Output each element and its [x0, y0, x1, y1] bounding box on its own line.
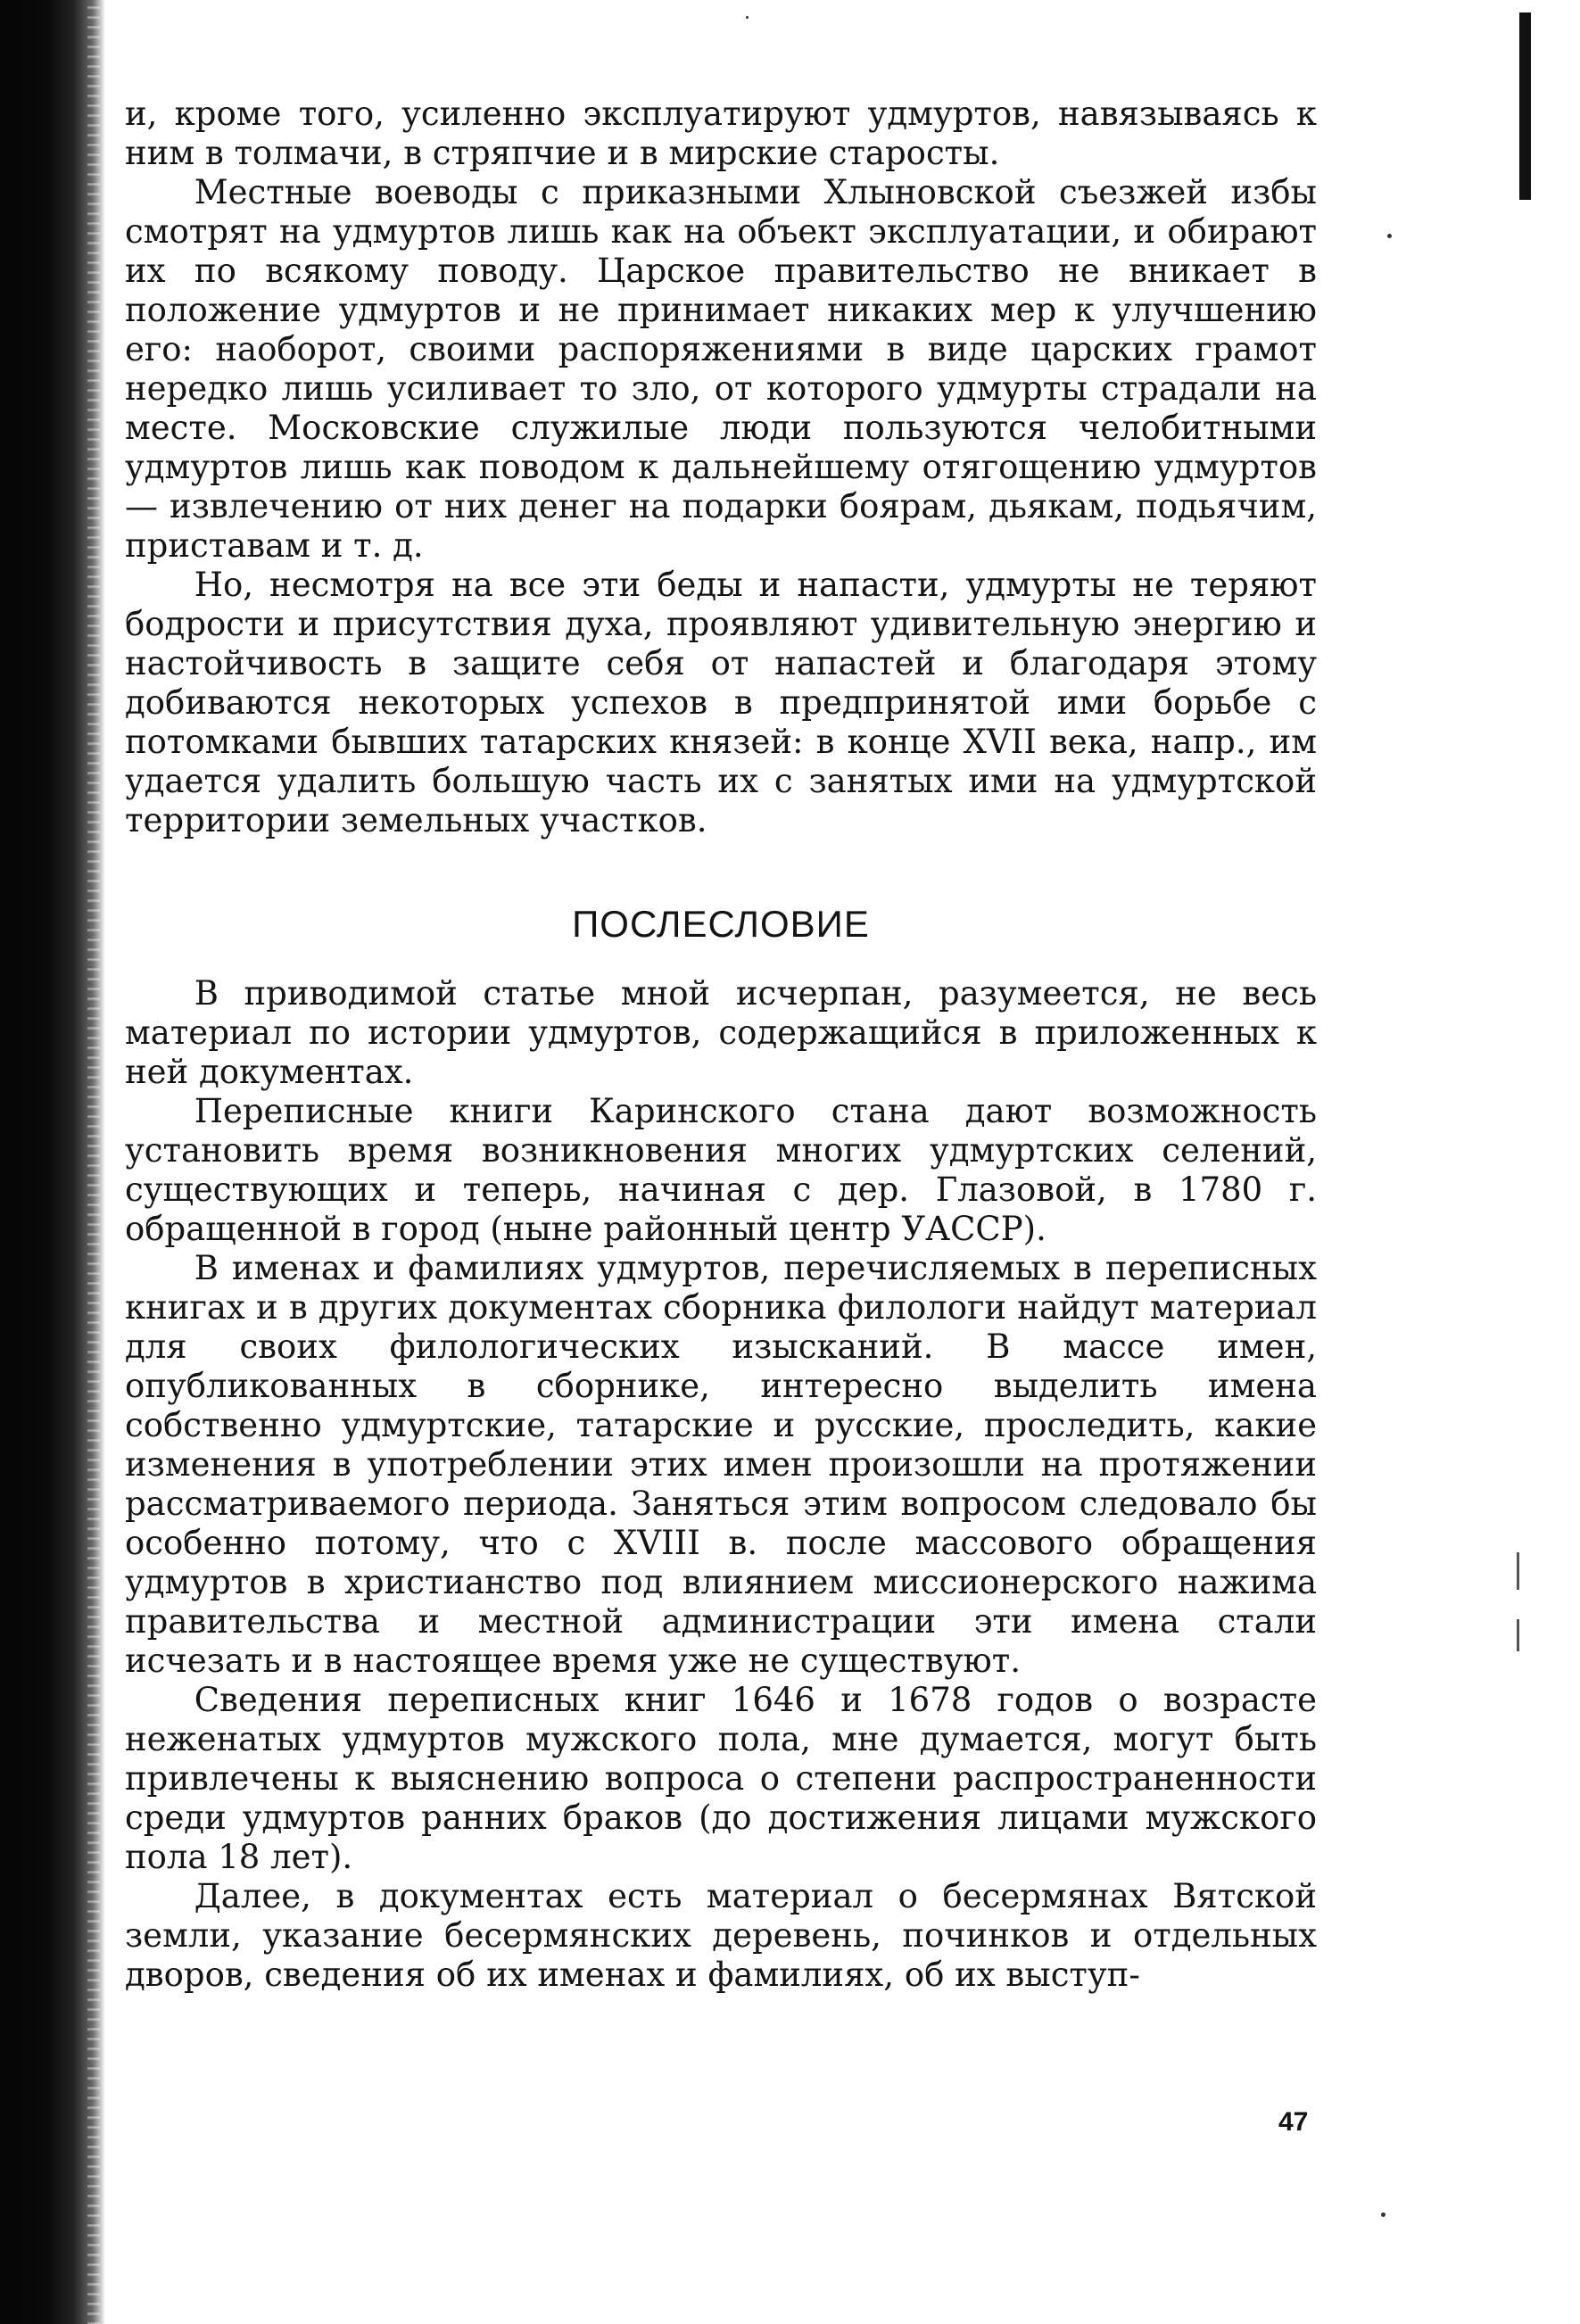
- section-heading: ПОСЛЕСЛОВИЕ: [572, 903, 870, 945]
- scan-binding-edge: [0, 0, 105, 2324]
- scan-speck: [1387, 234, 1392, 238]
- body-paragraph: Сведения переписных книг 1646 и 1678 годов о возрасте неженатых удмуртов мужского пола, мне думается, могут быть привлечены к выяснению вопроса о степени распространенности среди удмуртов ранних браков (до достижения лицами мужского пола 18 лет).: [125, 1681, 1317, 1876]
- body-paragraph: Далее, в документах есть материал о бесермянах Вятской земли, указание бесермянских деревень, починков и отдельных дворов, сведения об их именах и фамилиях, об их выступ-: [125, 1877, 1317, 1994]
- margin-mark: [1517, 1619, 1519, 1651]
- body-paragraph: и, кроме того, усиленно эксплуатируют удмуртов, навязываясь к ним в толмачи, в стряпчие и в мирские старосты.: [125, 95, 1317, 172]
- document-page: [125, 95, 1317, 1995]
- body-paragraph: Но, несмотря на все эти беды и напасти, удмурты не теряют бодрости и присутствия духа, проявляют удивительную энергию и настойчивость в защите себя от напастей и благодаря этому добиваются некоторых успехов в предпринятой ими борьбе с потомками бывших татарских князей: в конце XVII века, напр., им удается удалить большую часть их с занятых ими на удмуртской территории земельных участков.: [125, 566, 1317, 839]
- body-paragraph: В именах и фамилиях удмуртов, перечисляемых в переписных книгах и в других документах сборника филологи найдут материал для своих филологических изысканий. В массе имен, опубликованных в сборнике, интересно выделить имена собственно удмуртские, татарские и русские, проследить, какие изменения в употреблении этих имен произошли на протяжении рассматриваемого периода. Заняться этим вопросом следовало бы особенно потому, что с XVIII в. после массового обращения удмуртов в христианство под влиянием миссионерского нажима правительства и местной администрации эти имена стали исчезать и в настоящее время уже не существуют.: [125, 1249, 1317, 1680]
- scan-speck: [1381, 2212, 1386, 2217]
- body-paragraph: Переписные книги Каринского стана дают возможность установить время возникновения многих удмуртских селений, существующих и теперь, начиная с дер. Глазовой, в 1780 г. обращенной в город (ныне районный центр УАССР).: [125, 1092, 1317, 1248]
- page-number: 47: [1278, 2107, 1309, 2137]
- body-paragraph: В приводимой статье мной исчерпан, разумеется, не весь материал по истории удмуртов, содержащийся в приложенных к ней документах.: [125, 974, 1317, 1091]
- margin-mark: [1517, 1552, 1519, 1590]
- scan-edge-bar: [1519, 12, 1531, 200]
- body-paragraph: Местные воеводы с приказными Хлыновской съезжей избы смотрят на удмуртов лишь как на объект эксплуатации, и обирают их по всякому поводу. Царское правительство не вникает в положение удмуртов и не принимает никаких мер к улучшению его: наоборот, своими распоряжениями в виде царских грамот нередко лишь усиливает то зло, от которого удмурты страдали на месте. Московские служилые люди пользуются челобитными удмуртов лишь как поводом к дальнейшему отягощению удмуртов — извлечению от них денег на подарки боярам, дьякам, подьячим, приставам и т. д.: [125, 173, 1317, 565]
- scan-speck: [746, 16, 749, 19]
